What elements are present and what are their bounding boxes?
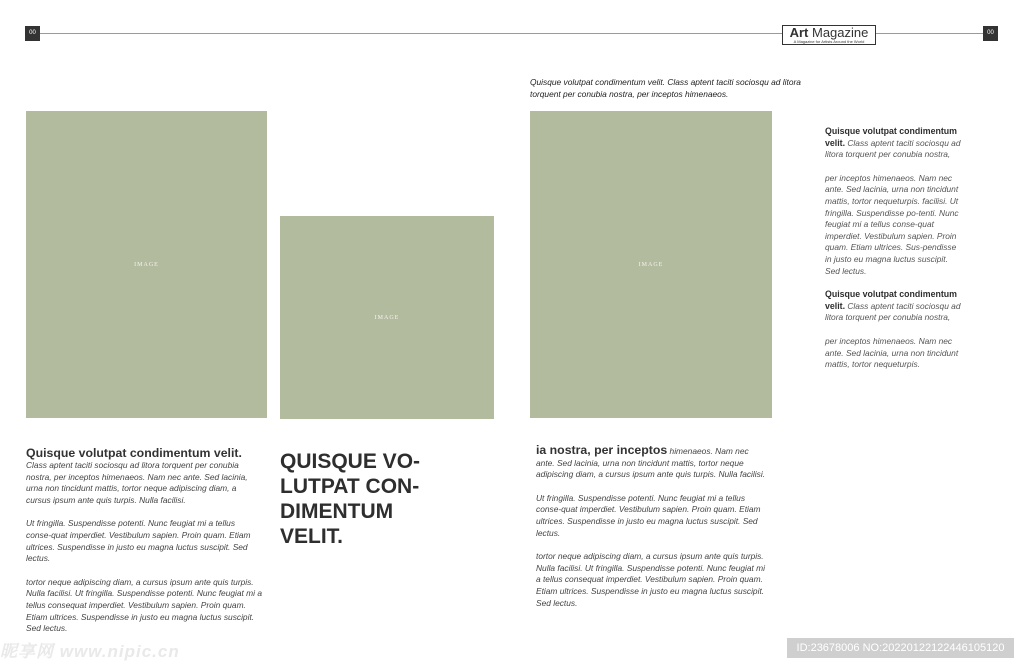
logo-rest: Magazine <box>808 25 869 40</box>
column-1-paragraph-3: tortor neque adipiscing diam, a cursus ipsum ante quis turpis. Nulla facilisi. Ut fringilla. Suspendisse potenti. Nunc feugiat mi a tellus consequat imperdiet. Vestibulum sapien. Proin quam. Etiam ultrices. Suspendisse in justo eu magna luctus suscipit. Sed lectus. <box>26 576 263 634</box>
column-3-lead-bold: ia nostra, per inceptos <box>536 443 668 457</box>
image-label-2: IMAGE <box>374 314 400 321</box>
header-rule-left <box>40 33 782 34</box>
side-block-1-rest: Class aptent taciti sociosqu ad litora torquent per conubia nostra, <box>825 137 961 160</box>
side-block-1-bold: Quisque volutpat condimentum velit. <box>825 126 957 148</box>
side-block-1-paragraph: per inceptos himenaeos. Nam nec ante. Sed lacinia, urna non tincidunt mattis, tortor nequeturpis. facilisi. Ut fringilla. Suspendisse po-tenti. Nunc feugiat mi a tellus conse-quat imperdiet. Vestibulum sapien. Proin quam. Etiam ultrices. Sus-pendisse in justo eu magna luctus suscipit. Sed lectus. <box>825 172 959 276</box>
side-block-2-bold: Quisque volutpat condimentum velit. <box>825 289 957 311</box>
image-label-3: IMAGE <box>638 261 664 268</box>
pull-quote: QUISQUE VO-LUTPAT CON-DIMENTUM VELIT. <box>280 450 421 548</box>
top-caption: Quisque volutpat condimentum velit. Class aptent taciti sociosqu ad litora torquent per conubia nostra, per inceptos himenaeos. <box>530 77 801 99</box>
column-1 <box>26 446 262 647</box>
column-1-paragraph-1: Class aptent taciti sociosqu ad litora torquent per conubia nostra, per inceptos himenaeos. Nam nec ante. Sed lacinia, urna non tincidunt mattis, tortor neque adipiscing diam, a cursus ipsum ante quis turpis. Nulla facilisi. <box>26 460 248 505</box>
logo-tagline: A Magazine for Artists Around the World <box>793 39 865 44</box>
logo-bold: Art <box>789 25 809 40</box>
image-placeholder-3 <box>530 111 772 418</box>
column-1-heading: Quisque volutpat condimentum velit. <box>26 446 242 460</box>
column-3-paragraph-3: tortor neque adipiscing diam, a cursus ipsum ante quis turpis. Nulla facilisi. Ut fringilla. Suspendisse potenti. Nunc feugiat mi a tellus consequat imperdiet. Vestibulum sapien. Proin quam. Etiam ultrices. Suspendisse in justo eu magna luctus suscipit. Sed lectus. <box>536 551 766 608</box>
page-number-right: 00 <box>983 26 998 41</box>
side-column <box>825 126 961 383</box>
side-block-2-paragraph: per inceptos himenaeos. Nam nec ante. Sed lacinia, urna non tincidunt mattis, tortor nequeturpis. <box>825 335 959 370</box>
column-1-paragraph-2: Ut fringilla. Suspendisse potenti. Nunc feugiat mi a tellus conse-quat imperdiet. Vestibulum sapien. Proin quam. Etiam ultrices. Suspendisse in justo eu magna luctus suscipit. Sed lectus. <box>26 518 251 564</box>
column-3-paragraph-2: Ut fringilla. Suspendisse potenti. Nunc feugiat mi a tellus conse-quat imperdiet. Vestibulum sapien. Proin quam. Etiam ultrices. Suspendisse in justo eu magna luctus suscipit. Sed lectus. <box>536 492 761 538</box>
magazine-logo <box>782 25 876 45</box>
image-label-1: IMAGE <box>134 261 159 268</box>
page-number-left: 00 <box>25 26 40 41</box>
watermark-left: 昵享网 www.nipic.cn <box>0 642 180 661</box>
watermark-right: ID:23678006 NO:20220122122446105120 <box>787 638 1014 658</box>
image-placeholder-2 <box>280 216 494 419</box>
column-3 <box>536 443 768 621</box>
side-block-2-rest: Class aptent taciti sociosqu ad litora torquent per conubia nostra, <box>825 300 961 323</box>
column-3-lead-rest: himenaeos. Nam nec ante. Sed lacinia, urna non tincidunt mattis, tortor neque adipiscing diam, a cursus ipsum ante quis turpis. Nulla facilisi. <box>536 446 766 480</box>
header-rule-right <box>876 33 983 34</box>
image-placeholder-1 <box>26 111 267 418</box>
